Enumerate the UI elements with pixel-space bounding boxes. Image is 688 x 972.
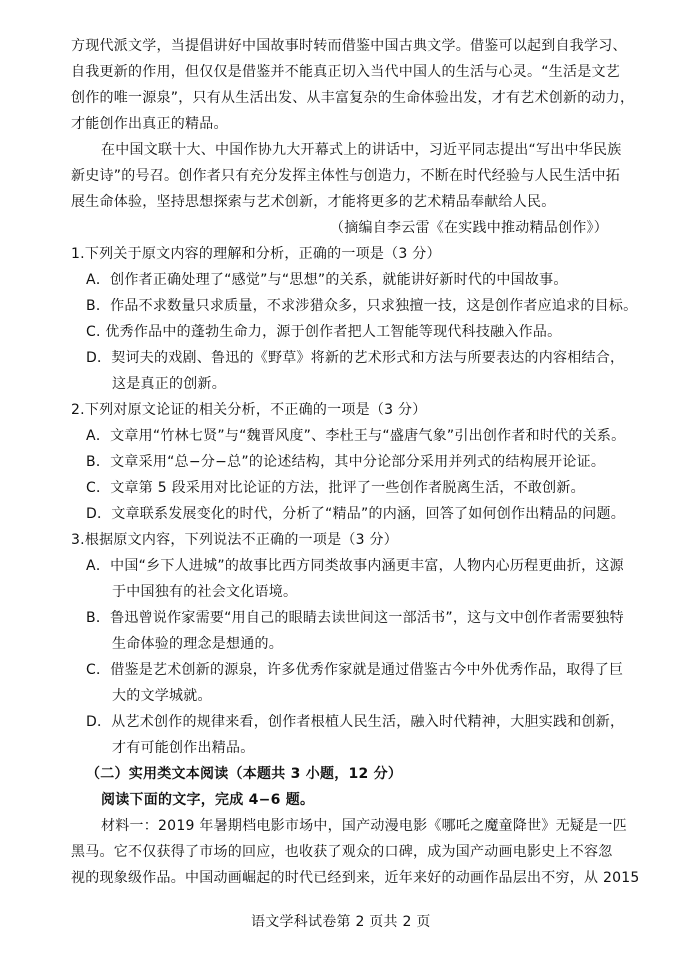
text-line: 才能创作出真正的精品。: [71, 116, 228, 132]
question-2: 2.下列对原文论证的相关分析，不正确的一项是（3 分）: [71, 402, 427, 418]
text-line: 方现代派文学，当提倡讲好中国故事时转而借鉴中国古典文学。借鉴可以起到自我学习、: [71, 38, 627, 54]
option-b: B．文章采用“总−分−总”的论述结构，其中分论部分采用并列式的结构展开论证。: [86, 454, 606, 470]
option-a: A．中国“乡下人进城”的故事比西方同类故事内涵更丰富，人物内心历程更曲折，这源: [86, 558, 624, 574]
option-continuation: 才有可能创作出精品。: [112, 740, 255, 756]
option-c: C．借鉴是艺术创新的源泉，许多优秀作家就是通过借鉴古今中外优秀作品，取得了巨: [86, 662, 624, 678]
source-citation: （摘编自李云雷《在实践中推动精品创作》）: [330, 220, 608, 236]
page-footer: 语文学科试卷第 2 页共 2 页: [251, 914, 431, 930]
option-a: A．创作者正确处理了“感觉”与“思想”的关系，就能讲好新时代的中国故事。: [86, 272, 568, 288]
text-line: 黑马。它不仅获得了市场的回应，也收获了观众的口碑，成为国产动画电影史上不容忽: [71, 844, 613, 860]
option-continuation: 生命体验的理念是想通的。: [112, 636, 283, 652]
text-line: 自我更新的作用，但仅仅是借鉴并不能真正切入当代中国人的生活与心灵。“生活是文艺: [71, 64, 621, 80]
question-1: 1.下列关于原文内容的理解和分析，正确的一项是（3 分）: [71, 246, 441, 262]
option-b: B．鲁迅曾说作家需要“用自己的眼睛去读世间这一部活书”，这与文中创作者需要独特: [86, 610, 624, 626]
option-d: D．从艺术创作的规律来看，创作者根植人民生活，融入时代精神，大胆实践和创新，: [86, 714, 625, 730]
option-continuation: 于中国独有的社会文化语境。: [112, 584, 298, 600]
option-b: B．作品不求数量只求质量，不求涉猎众多，只求独擅一技，这是创作者应追求的目标。: [86, 298, 638, 314]
option-continuation: 这是真正的创新。: [112, 376, 226, 392]
text-line: 材料一：2019 年暑期档电影市场中，国产动漫电影《哪吒之魔童降世》无疑是一匹: [101, 818, 627, 834]
option-continuation: 大的文学城就。: [112, 688, 212, 704]
option-c: C．文章第 5 段采用对比论证的方法，批评了一些创作者脱离生活，不敢创新。: [86, 480, 585, 496]
option-a: A．文章用“竹林七贤”与“魏晋风度”、李杜王与“盛唐气象”引出创作者和时代的关系。: [86, 428, 626, 444]
text-line: 视的现象级作品。中国动画崛起的时代已经到来，近年来好的动画作品层出不穷，从 2015: [71, 870, 640, 886]
section-heading: （二）实用类文本阅读（本题共 3 小题，12 分）: [86, 766, 403, 782]
text-line: 展生命体验，坚持思想探索与艺术创新，才能将更多的艺术精品奉献给人民。: [71, 194, 556, 210]
option-c: C. 优秀作品中的蓬勃生命力，源于创作者把人工智能等现代科技融入作品。: [86, 324, 562, 340]
option-d: D．文章联系发展变化的时代，分析了“精品”的内涵，回答了如何创作出精品的问题。: [86, 506, 626, 522]
text-line: 新史诗”的号召。创作者只有充分发挥主体性与创造力，不断在时代经验与人民生活中拓: [71, 168, 621, 184]
question-3: 3.根据原文内容，下列说法不正确的一项是（3 分）: [71, 532, 398, 548]
section-instruction: 阅读下面的文字，完成 4−6 题。: [101, 792, 315, 808]
text-line: 创作的唯一源泉”，只有从生活出发、从丰富复杂的生命体验出发，才有艺术创新的动力，: [71, 90, 635, 106]
text-line: 在中国文联十大、中国作协九大开幕式上的讲话中，习近平同志提出“写出中华民族: [101, 142, 622, 158]
option-d: D．契诃夫的戏剧、鲁迅的《野草》将新的艺术形式和方法与所要表达的内容相结合，: [86, 350, 625, 366]
